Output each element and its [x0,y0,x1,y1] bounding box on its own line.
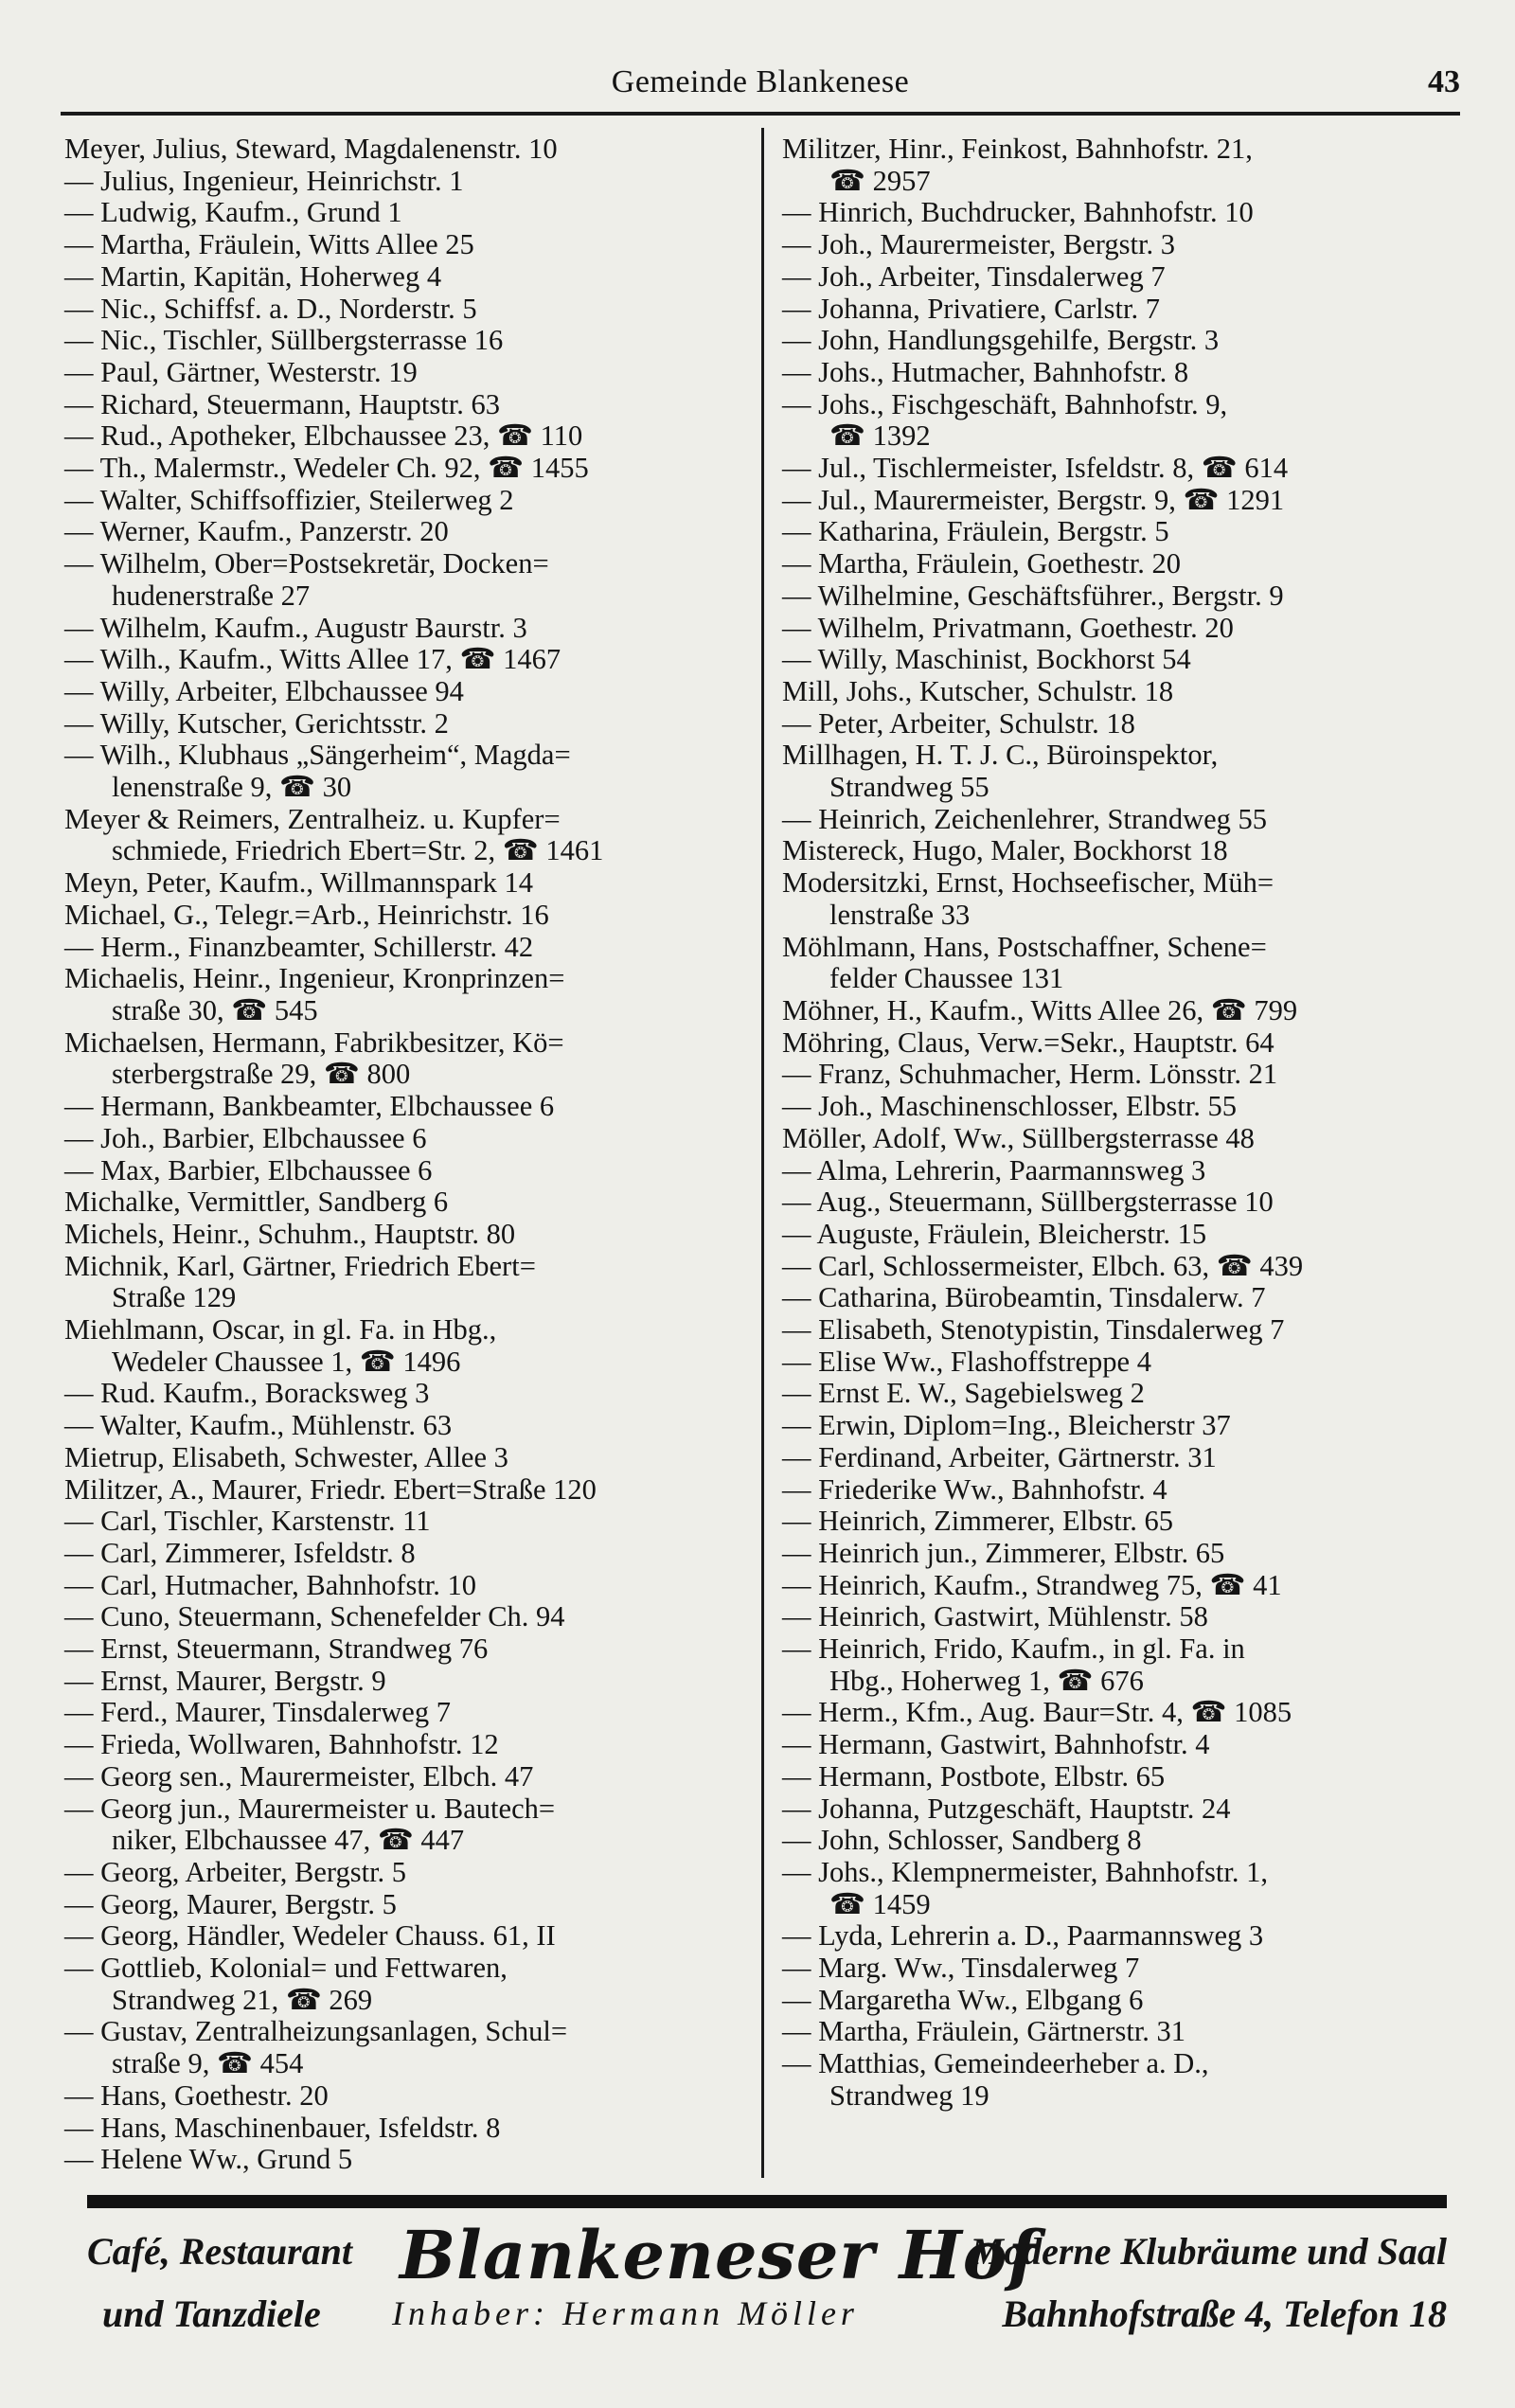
directory-entry-continuation: Strandweg 55 [829,771,989,804]
directory-entry: — Nic., Schiffsf. a. D., Norderstr. 5 [64,292,477,325]
directory-entry: Mill, Johs., Kutscher, Schulstr. 18 [782,674,1174,707]
directory-entry: Mietrup, Elisabeth, Schwester, Allee 3 [64,1440,508,1473]
directory-entry: — Heinrich, Zimmerer, Elbstr. 65 [782,1505,1173,1538]
directory-entry: — Elisabeth, Stenotypistin, Tinsdalerweg 7 [782,1313,1285,1347]
directory-entry: — Willy, Kutscher, Gerichtsstr. 2 [64,706,449,740]
directory-entry: — Max, Barbier, Elbchaussee 6 [64,1153,433,1186]
directory-entry: — Paul, Gärtner, Westerstr. 19 [64,355,418,388]
directory-entry: — Rud. Kaufm., Boracksweg 3 [64,1377,430,1410]
directory-entry: — Wilh., Kaufm., Witts Allee 17, ☎ 1467 [64,643,561,676]
directory-entry: — Johs., Fischgeschäft, Bahnhofstr. 9, [782,387,1228,420]
directory-entry-continuation: Wedeler Chaussee 1, ☎ 1496 [112,1345,461,1378]
advertisement-rule [87,2195,1447,2208]
directory-entry: — Johs., Hutmacher, Bahnhofstr. 8 [782,355,1189,388]
directory-entry: Meyer, Julius, Steward, Magdalenenstr. 10 [64,133,558,165]
directory-entry: — Heinrich, Zeichenlehrer, Strandweg 55 [782,802,1268,835]
directory-entry: — Johanna, Putzgeschäft, Hauptstr. 24 [782,1792,1231,1825]
directory-entry: — Herm., Kfm., Aug. Baur=Str. 4, ☎ 1085 [782,1696,1292,1729]
directory-entry: Militzer, Hinr., Feinkost, Bahnhofstr. 21, [782,133,1253,165]
directory-entry: — Heinrich, Kaufm., Strandweg 75, ☎ 41 [782,1568,1282,1601]
directory-entry: Michaelsen, Hermann, Fabrikbesitzer, Kö= [64,1026,564,1059]
directory-entry: — Ludwig, Kaufm., Grund 1 [64,196,402,229]
directory-entry: — Georg, Händler, Wedeler Chauss. 61, II [64,1919,556,1953]
ad-owner: Inhaber: Hermann Möller [392,2294,859,2332]
directory-entry-continuation: felder Chaussee 131 [829,962,1064,995]
directory-entry: — Margaretha Ww., Elbgang 6 [782,1983,1144,2016]
directory-entry-continuation: ☎ 1392 [829,419,931,453]
directory-entry: — Martha, Fräulein, Gärtnerstr. 31 [782,2015,1186,2048]
directory-entry-continuation: Strandweg 21, ☎ 269 [112,1983,373,2016]
right-column [782,134,1460,2113]
directory-entry: — Carl, Zimmerer, Isfeldstr. 8 [64,1536,416,1569]
directory-entry: — Matthias, Gemeindeerheber a. D., [782,2047,1209,2080]
directory-entry: — Franz, Schuhmacher, Herm. Lönsstr. 21 [782,1058,1278,1091]
directory-entry-continuation: niker, Elbchaussee 47, ☎ 447 [112,1824,465,1857]
directory-entry: — John, Handlungsgehilfe, Bergstr. 3 [782,324,1220,357]
directory-entry: Michalke, Vermittler, Sandberg 6 [64,1186,449,1219]
directory-entry: — Willy, Maschinist, Bockhorst 54 [782,643,1191,676]
directory-entry: — Frieda, Wollwaren, Bahnhofstr. 12 [64,1728,499,1761]
directory-entry: — Johs., Klempnermeister, Bahnhofstr. 1, [782,1855,1268,1888]
directory-entry: — Heinrich jun., Zimmerer, Elbstr. 65 [782,1536,1225,1569]
directory-entry-continuation: Straße 129 [112,1281,237,1314]
directory-entry: — Hermann, Postbote, Elbstr. 65 [782,1759,1166,1793]
directory-entry: Michaelis, Heinr., Ingenieur, Kronprinzen= [64,962,565,995]
directory-entry: Möhlmann, Hans, Postschaffner, Schene= [782,930,1267,963]
directory-entry: — Rud., Apotheker, Elbchaussee 23, ☎ 110 [64,419,583,453]
directory-entry-continuation: schmiede, Friedrich Ebert=Str. 2, ☎ 1461 [112,834,604,867]
directory-entry: — Walter, Schiffsoffizier, Steilerweg 2 [64,483,514,516]
directory-entry: — Hinrich, Buchdrucker, Bahnhofstr. 10 [782,196,1254,229]
header-rule [61,112,1460,116]
directory-entry: — Erwin, Diplom=Ing., Bleicherstr 37 [782,1409,1231,1442]
directory-entry: — Joh., Barbier, Elbchaussee 6 [64,1121,427,1154]
directory-entry: — Werner, Kaufm., Panzerstr. 20 [64,515,449,548]
directory-entry: — Wilhelm, Kaufm., Augustr Baurstr. 3 [64,611,527,644]
directory-entry: — Peter, Arbeiter, Schulstr. 18 [782,706,1135,740]
directory-entry: Millhagen, H. T. J. C., Büroinspektor, [782,739,1219,772]
directory-entry: — Hans, Maschinenbauer, Isfeldstr. 8 [64,2111,501,2144]
directory-entry: — Martha, Fräulein, Goethestr. 20 [782,547,1181,580]
directory-entry: — Marg. Ww., Tinsdalerweg 7 [782,1952,1140,1985]
directory-entry: — Friederike Ww., Bahnhofstr. 4 [782,1472,1167,1506]
page-header [61,59,1460,108]
directory-entry: — Katharina, Fräulein, Bergstr. 5 [782,515,1169,548]
directory-entry-continuation: Strandweg 19 [829,2078,989,2112]
directory-entry: — Jul., Maurermeister, Bergstr. 9, ☎ 1291 [782,483,1285,516]
directory-entry: Miehlmann, Oscar, in gl. Fa. in Hbg., [64,1313,497,1347]
directory-entry-continuation: Hbg., Hoherweg 1, ☎ 676 [829,1664,1144,1697]
ad-cafe-restaurant: Café, Restaurant [87,2230,353,2273]
directory-entry: — Johanna, Privatiere, Carlstr. 7 [782,292,1160,325]
left-column [64,134,748,2176]
advertisement [87,2216,1447,2367]
directory-entry: — Cuno, Steuermann, Schenefelder Ch. 94 [64,1600,565,1633]
directory-entry: — Heinrich, Gastwirt, Mühlenstr. 58 [782,1600,1208,1633]
directory-entry: — Aug., Steuermann, Süllbergsterrasse 10 [782,1186,1274,1219]
directory-entry: — John, Schlosser, Sandberg 8 [782,1824,1142,1857]
directory-entry-continuation: lenenstraße 9, ☎ 30 [112,771,352,804]
directory-entry: — Carl, Schlossermeister, Elbch. 63, ☎ 439 [782,1249,1304,1282]
directory-entry: Michnik, Karl, Gärtner, Friedrich Ebert= [64,1249,536,1282]
directory-entry-continuation: lenstraße 33 [829,898,971,931]
directory-entry: — Joh., Maschinenschlosser, Elbstr. 55 [782,1090,1237,1123]
directory-entry: — Ferdinand, Arbeiter, Gärtnerstr. 31 [782,1440,1217,1473]
directory-entry: — Wilh., Klubhaus „Sängerheim“, Magda= [64,739,571,772]
directory-entry: — Julius, Ingenieur, Heinrichstr. 1 [64,164,464,197]
directory-entry-continuation: ☎ 1459 [829,1887,931,1920]
ad-amenities: Moderne Klubräume und Saal [970,2230,1447,2273]
page-number: 43 [1428,64,1460,99]
directory-entry: Meyer & Reimers, Zentralheiz. u. Kupfer= [64,802,561,835]
directory-entry-continuation: hudenerstraße 27 [112,579,311,612]
directory-entry: — Herm., Finanzbeamter, Schillerstr. 42 [64,930,534,963]
directory-entry-continuation: straße 9, ☎ 454 [112,2047,304,2080]
directory-entry-continuation: ☎ 2957 [829,164,931,197]
directory-entry: — Georg, Maurer, Bergstr. 5 [64,1887,397,1920]
directory-entry: Möhner, H., Kaufm., Witts Allee 26, ☎ 799 [782,993,1298,1026]
directory-entry: — Georg sen., Maurermeister, Elbch. 47 [64,1759,534,1793]
directory-entry: — Gustav, Zentralheizungsanlagen, Schul= [64,2015,568,2048]
column-divider [761,128,764,2178]
directory-entry: — Heinrich, Frido, Kaufm., in gl. Fa. in [782,1632,1245,1666]
directory-entry: — Gottlieb, Kolonial= und Fettwaren, [64,1952,508,1985]
directory-entry: — Hermann, Bankbeamter, Elbchaussee 6 [64,1090,555,1123]
directory-entry: — Ernst, Maurer, Bergstr. 9 [64,1664,386,1697]
directory-entry: — Wilhelm, Ober=Postsekretär, Docken= [64,547,549,580]
directory-entry: — Joh., Maurermeister, Bergstr. 3 [782,228,1175,261]
directory-entry: — Helene Ww., Grund 5 [64,2143,353,2176]
directory-entry: Militzer, A., Maurer, Friedr. Ebert=Straße 120 [64,1472,597,1506]
directory-entry: Möhring, Claus, Verw.=Sekr., Hauptstr. 64 [782,1026,1274,1059]
directory-entry: — Nic., Tischler, Süllbergsterrasse 16 [64,324,504,357]
page-title: Gemeinde Blankenese [611,64,910,99]
directory-entry: — Carl, Hutmacher, Bahnhofstr. 10 [64,1568,477,1601]
directory-entry: — Ernst E. W., Sagebielsweg 2 [782,1377,1145,1410]
directory-entry: — Martin, Kapitän, Hoherweg 4 [64,259,442,293]
directory-entry: — Hans, Goethestr. 20 [64,2078,329,2112]
ad-address: Bahnhofstraße 4, Telefon 18 [1002,2292,1447,2335]
directory-entry: Möller, Adolf, Ww., Süllbergsterrasse 48 [782,1121,1255,1154]
directory-entry: — Richard, Steuermann, Hauptstr. 63 [64,387,500,420]
directory-entry: Meyn, Peter, Kaufm., Willmannspark 14 [64,866,534,900]
directory-entry: — Elise Ww., Flashoffstreppe 4 [782,1345,1151,1378]
directory-entry-continuation: straße 30, ☎ 545 [112,993,318,1026]
directory-entry-continuation: sterbergstraße 29, ☎ 800 [112,1058,411,1091]
directory-entry: — Wilhelmine, Geschäftsführer., Bergstr. 9 [782,579,1284,612]
ad-business-name: Blankeneser Hof [400,2216,1038,2294]
directory-entry: — Georg, Arbeiter, Bergstr. 5 [64,1855,407,1888]
directory-entry: — Jul., Tischlermeister, Isfeldstr. 8, ☎ 614 [782,452,1289,485]
directory-entry: — Wilhelm, Privatmann, Goethestr. 20 [782,611,1234,644]
directory-entry: Michael, G., Telegr.=Arb., Heinrichstr. 16 [64,898,549,931]
directory-entry: — Hermann, Gastwirt, Bahnhofstr. 4 [782,1728,1210,1761]
directory-entry: — Carl, Tischler, Karstenstr. 11 [64,1505,431,1538]
directory-entry: — Th., Malermstr., Wedeler Ch. 92, ☎ 1455 [64,452,589,485]
directory-entry: — Martha, Fräulein, Witts Allee 25 [64,228,474,261]
directory-entry: Michels, Heinr., Schuhm., Hauptstr. 80 [64,1217,516,1250]
directory-entry: — Georg jun., Maurermeister u. Bautech= [64,1792,556,1825]
directory-entry: — Auguste, Fräulein, Bleicherstr. 15 [782,1217,1207,1250]
directory-entry: — Ferd., Maurer, Tinsdalerweg 7 [64,1696,451,1729]
directory-entry: — Catharina, Bürobeamtin, Tinsdalerw. 7 [782,1281,1266,1314]
directory-entry: — Willy, Arbeiter, Elbchaussee 94 [64,674,464,707]
directory-entry: — Alma, Lehrerin, Paarmannsweg 3 [782,1153,1206,1186]
directory-entry: — Joh., Arbeiter, Tinsdalerweg 7 [782,259,1166,293]
directory-entry: — Lyda, Lehrerin a. D., Paarmannsweg 3 [782,1919,1264,1953]
ad-tanzdiele: und Tanzdiele [102,2292,321,2335]
directory-entry: — Walter, Kaufm., Mühlenstr. 63 [64,1409,453,1442]
directory-entry: Modersitzki, Ernst, Hochseefischer, Müh= [782,866,1274,900]
directory-entry: — Ernst, Steuermann, Strandweg 76 [64,1632,489,1666]
directory-entry: Mistereck, Hugo, Maler, Bockhorst 18 [782,834,1228,867]
